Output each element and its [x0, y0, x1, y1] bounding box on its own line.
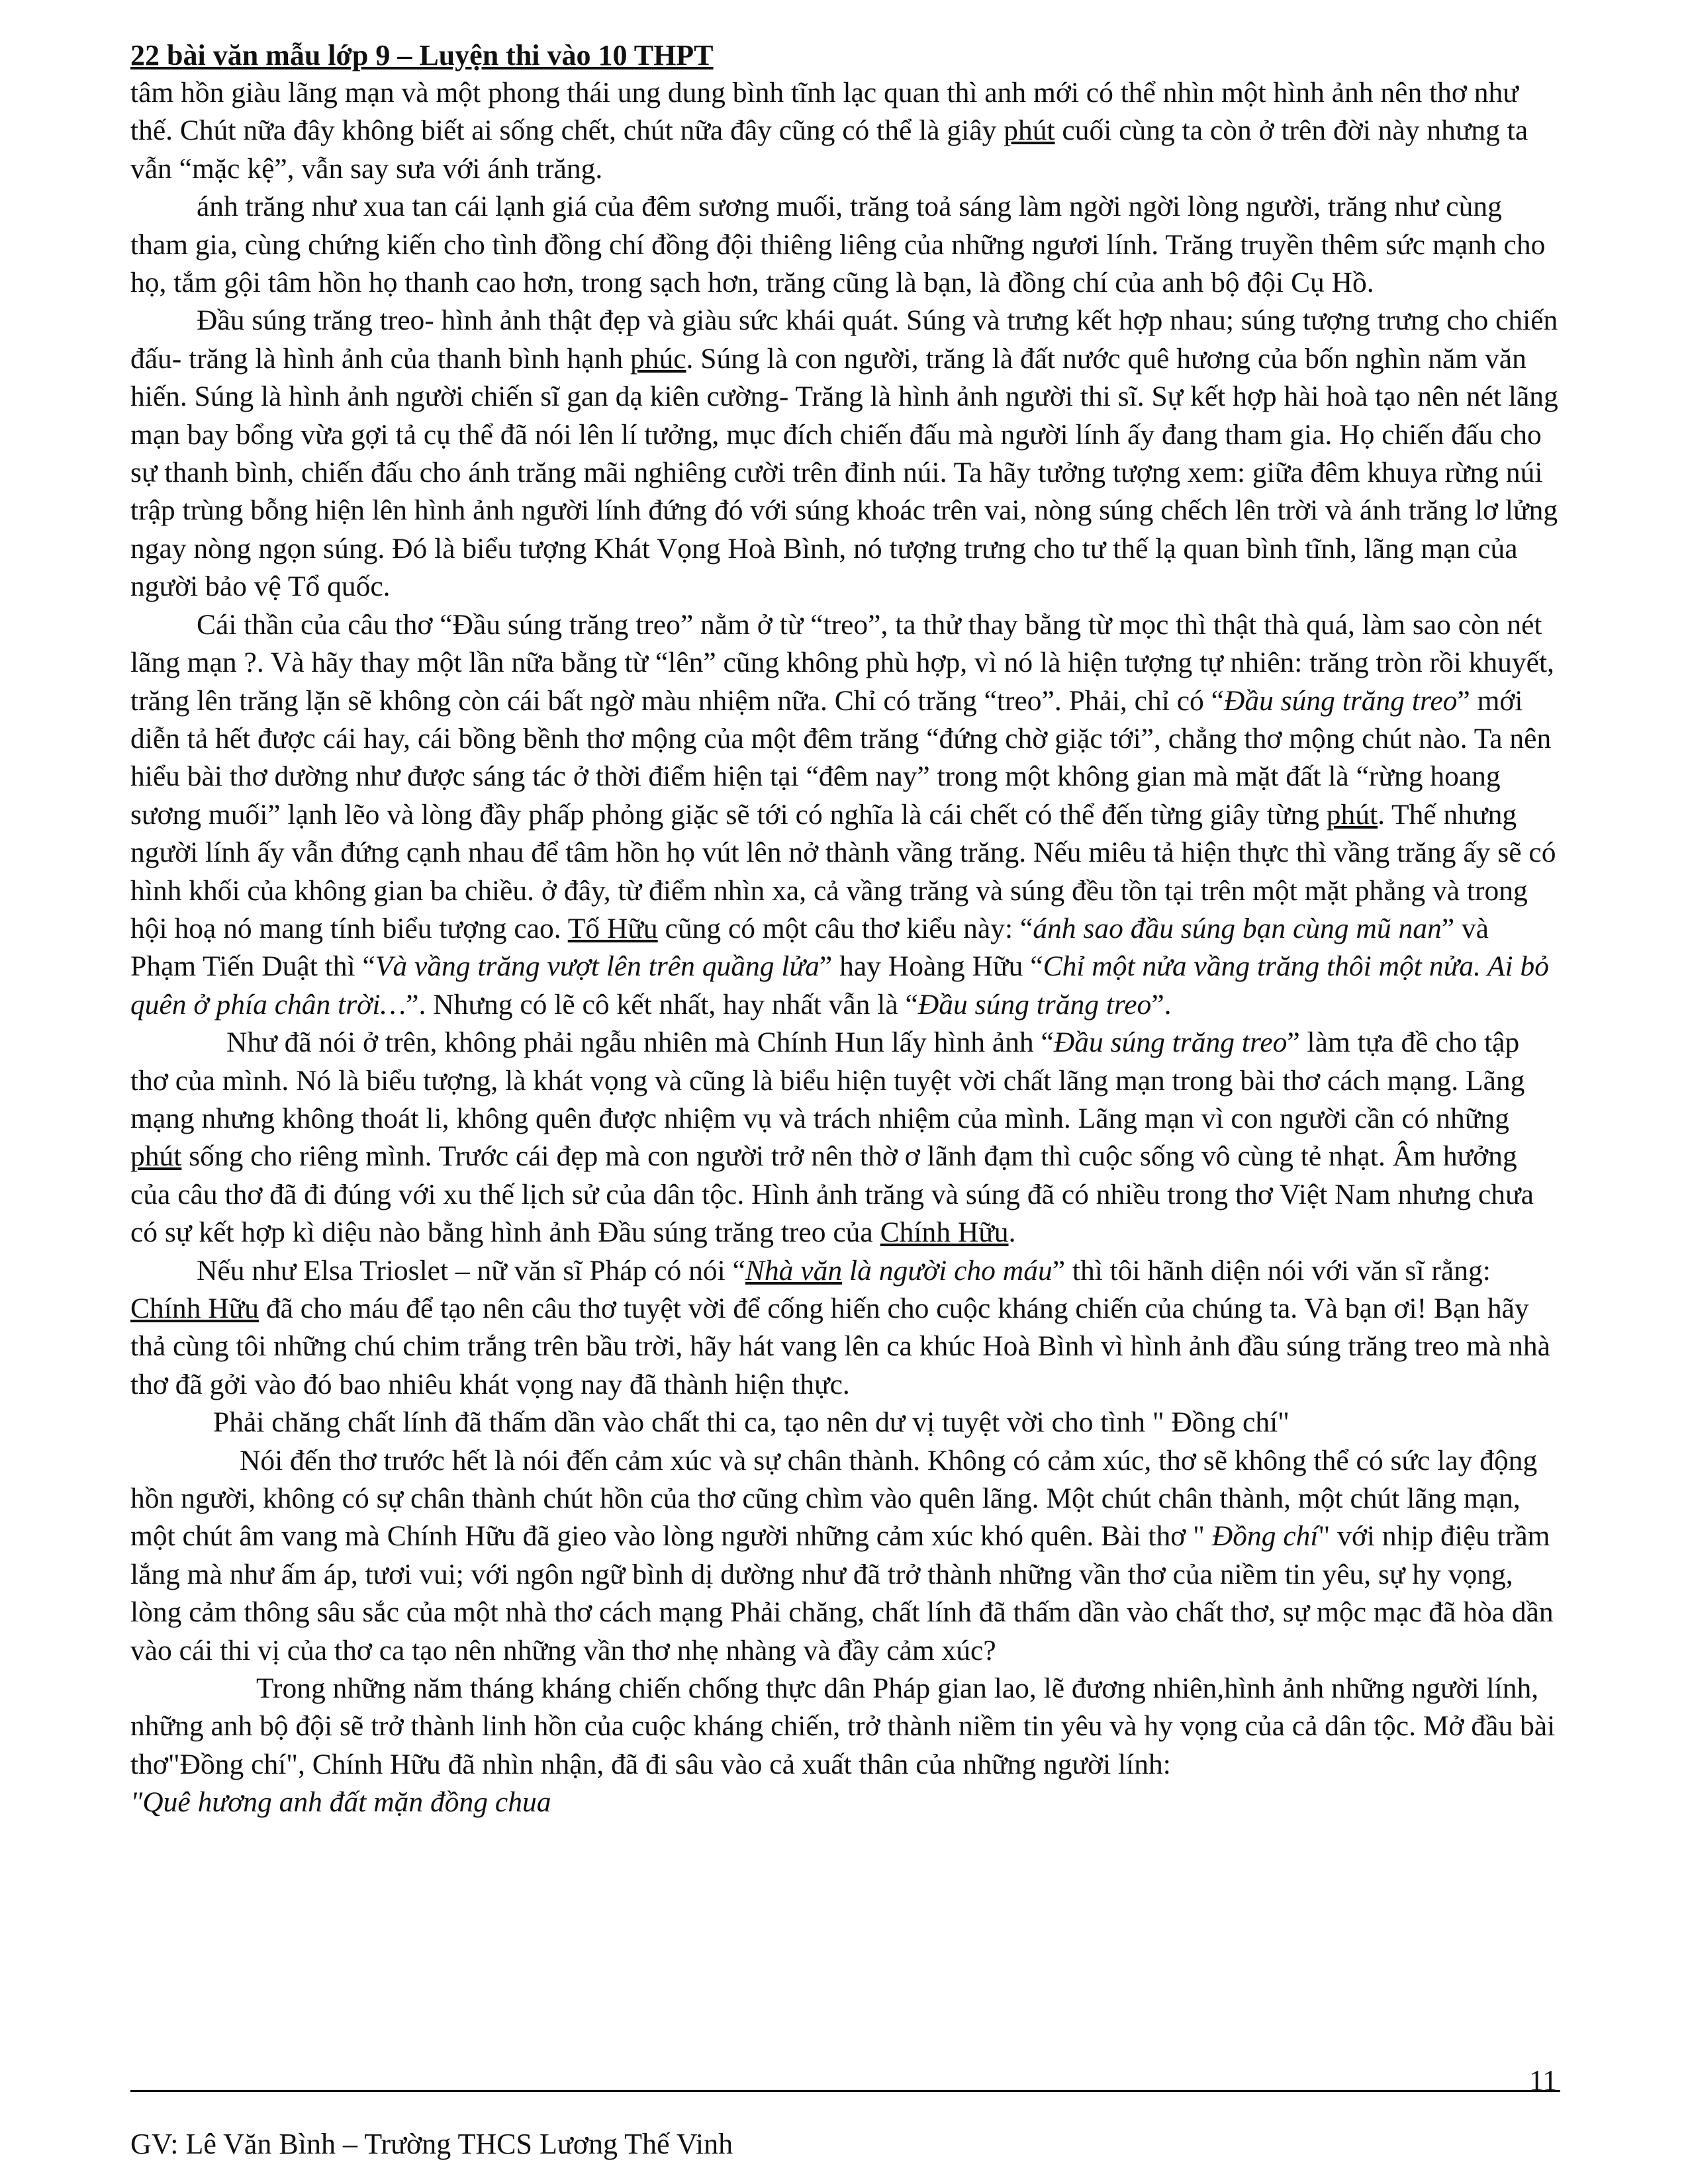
footer-divider — [130, 2090, 1560, 2092]
paragraph-text: tâm hồn giàu lãng mạn và một phong thái ung dung bình tĩnh lạc quan thì anh mới có thể nhìn một hình ảnh nên thơ như thế. Chút nữa đây không biết ai sống chết, chút nữa đây cũng có thể là giây — [130, 77, 1519, 147]
paragraph-text: cũng có một câu thơ kiểu này: “ — [657, 912, 1033, 944]
paragraph-text: ” làm tựa đề cho tập thơ của mình. Nó là biểu tượng, là khát vọng và cũng là biểu hiện tuyệt vời chất lãng mạn trong bài thơ cách mạng. Lãng mạng nhưng không thoát li, không quên được nhiệm vụ và trách nhiệm của mình. Lãng mạn vì con người cần có những — [130, 1026, 1525, 1134]
paragraph-text: Như đã nói ở trên, không phải ngẫu nhiên mà Chính Hun lấy hình ảnh “ — [226, 1026, 1054, 1059]
italic-quote: Đồng chí — [1211, 1520, 1319, 1553]
italic-quote-underlined[interactable] — [745, 1255, 842, 1287]
paragraph-8 — [130, 1442, 1560, 1670]
page-number: 11 — [1529, 2064, 1558, 2097]
underlined-word[interactable]: phúc — [630, 342, 686, 375]
paragraph-text: ”. Nhưng có lẽ cô kết nhất, hay nhất vẫn là “ — [406, 988, 918, 1021]
underlined-name[interactable]: Tố Hữu — [567, 912, 658, 944]
paragraph-text: Cái thần của câu thơ “Đầu súng trăng treo” nằm ở từ “treo”, ta thử thay bằng từ mọc thì thật thà quá, làm sao còn nét lãng mạn ?. Và hãy thay một lần nữa bằng từ “lên” cũng không phù hợp, vì nó là hiện tượng tự nhiên: trăng tròn rồi khuyết, trăng lên trăng lặn sẽ không còn cái bất ngờ màu nhiệm nữa. Chỉ có trăng “treo”. Phải, chỉ có “ — [130, 608, 1554, 717]
italic-quote: là người cho máu — [842, 1254, 1053, 1287]
paragraph-text: ”. — [1151, 988, 1172, 1021]
paragraph-text: . Súng là con người, trăng là đất nước quê hương của bốn nghìn năm văn hiến. Súng là hình ảnh người chiến sĩ gan dạ kiên cường- Trăng là hình ảnh người thi sĩ. Sự kết hợp hài hoà tạo nên nét lãng mạn bay bổng vừa gợi tả cụ thể đã nói lên lí tưởng, mục đích chiến đấu mà người lính ấy đang tham gia. Họ chiến đấu cho sự thanh bình, chiến đấu cho ánh trăng mãi nghiêng cười trên đỉnh núi. Ta hãy tưởng tượng xem: giữa đêm khuya rừng núi trập trùng bỗng hiện lên hình ảnh người lính đứng đó với súng khoác trên vai, nòng súng chếch lên trời và ánh trăng lơ lửng ngay nòng ngọn súng. Đó là biểu tượng Khát Vọng Hoà Bình, nó tượng trưng cho tư thế lạ quan bình tĩnh, lãng mạn của người bảo vệ Tổ quốc. — [130, 342, 1558, 603]
paragraph-5 — [130, 1024, 1560, 1251]
paragraph-text: Nói đến thơ trước hết là nói đến cảm xúc và sự chân thành. Không có cảm xúc, thơ sẽ không thể có sức lay động hồn người, không có sự chân thành chút hồn của thơ cũng chìm vào quên lãng. Một chút chân thành, một chút lãng mạn, một chút âm vang mà Chính Hữu đã gieo vào lòng người những cảm xúc khó quên. Bài thơ " — [130, 1444, 1538, 1553]
paragraph-text: sống cho riêng mình. Trước cái đẹp mà con người trở nên thờ ơ lãnh đạm thì cuộc sống vô cùng tẻ nhạt. Âm hưởng của câu thơ đã đi đúng với xu thế lịch sử của dân tộc. Hình ảnh trăng và súng đã có nhiều trong thơ Việt Nam nhưng chưa có sự kết hợp kì diệu nào bằng hình ảnh Đầu súng trăng treo của — [130, 1140, 1534, 1249]
underlined-name[interactable]: Chính Hữu — [880, 1216, 1009, 1249]
paragraph-text: ” thì tôi hãnh diện nói với văn sĩ rằng: — [1052, 1254, 1491, 1287]
paragraph-text: " với nhịp điệu trầm lắng mà như ấm áp, tươi vui; với ngôn ngữ bình dị dường như đã trở thành những vần thơ của niềm tin yêu, sự hy vọng, lòng cảm thông sâu sắc của một nhà thơ cách mạng Phải chăng, chất lính đã thấm dần vào chất thơ, sự mộc mạc đã hòa dần vào cái thi vị của thơ ca tạo nên những vần thơ nhẹ nhàng và đầy cảm xúc? — [130, 1520, 1554, 1666]
italic-quote: ánh sao đầu súng bạn cùng mũ nan — [1033, 912, 1442, 944]
paragraph-text: đã cho máu để tạo nên câu thơ tuyệt vời để cống hiến cho cuộc kháng chiến của chúng ta. Và bạn ơi! Bạn hãy thả cùng tôi những chú chim trắng trên bầu trời, hãy hát vang lên ca khúc Hoà Bình vì hình ảnh đầu súng trăng treo mà nhà thơ đã gởi vào đó bao nhiêu khát vọng nay đã thành hiện thực. — [130, 1293, 1550, 1400]
italic-quote: Và vầng trăng vượt lên trên quầng lửa — [375, 950, 820, 983]
paragraph-text: ” và Phạm Tiến Duật thì “ — [130, 912, 1489, 983]
underlined-phrase[interactable]: Nhà văn — [745, 1254, 843, 1287]
italic-quote: Chỉ một nửa vầng trăng thôi một nửa. Ai bỏ quên ở phía chân trời… — [130, 950, 1549, 1021]
paragraph-text: Nếu như Elsa Trioslet – nữ văn sĩ Pháp có nói “ — [197, 1254, 745, 1287]
footer-text: GV: Lê Văn Bình – Trường THCS Lương Thế Vinh — [130, 2128, 733, 2160]
paragraph-4 — [130, 606, 1560, 1024]
italic-quote: Đầu súng trăng treo — [1053, 1026, 1288, 1059]
paragraph-6 — [130, 1252, 1560, 1404]
paragraph-text: cuối cùng ta còn ở trên đời này nhưng ta vẫn “mặc kệ”, vẫn say sưa với ánh trăng. — [130, 114, 1528, 185]
paragraph-text: Đầu súng trăng treo- hình ảnh thật đẹp và giàu sức khái quát. Súng và trưng kết hợp nhau; súng tượng trưng cho chiến đấu- trăng là hình ảnh của thanh bình hạnh — [130, 304, 1558, 375]
page-header-title: 22 bài văn mẫu lớp 9 – Luyện thi vào 10 THPT — [130, 39, 714, 71]
italic-quote: Đầu súng trăng treo — [917, 988, 1152, 1021]
paragraph-3 — [130, 302, 1560, 606]
underlined-name[interactable]: Chính Hữu — [130, 1293, 259, 1324]
poem-quote-text: "Quê hương anh đất mặn đồng chua — [130, 1786, 551, 1819]
underlined-word[interactable]: phút — [130, 1140, 182, 1173]
poem-quote-line — [130, 1784, 1560, 1821]
underlined-word[interactable]: phút — [1004, 114, 1055, 147]
paragraph-1 — [130, 74, 1560, 188]
paragraph-9: Trong những năm tháng kháng chiến chống thực dân Pháp gian lao, lẽ đương nhiên,hình ảnh những người lính, những anh bộ đội sẽ trở thành linh hồn của cuộc kháng chiến, trở thành niềm tin yêu và hy vọng của cả dân tộc. Mở đầu bài thơ"Đồng chí", Chính Hữu đã nhìn nhận, đã đi sâu vào cả xuất thân của những người lính: — [130, 1672, 1556, 1780]
paragraph-text: . — [1008, 1216, 1016, 1249]
underlined-word[interactable]: phút — [1326, 798, 1378, 831]
paragraph-text: . Thế nhưng người lính ấy vẫn đứng cạnh nhau để tâm hồn họ vút lên nở thành vầng trăng. Nếu miêu tả hiện thực thì vầng trăng ấy sẽ có hình khối của không gian ba chiều. ở đây, từ điểm nhìn xa, cả vầng trăng và súng đều tồn tại trên một mặt phẳng và trong hội hoạ nó mang tính biểu tượng cao. — [130, 798, 1556, 944]
italic-quote: Đầu súng trăng treo — [1223, 684, 1458, 717]
document-body — [130, 74, 1560, 1822]
paragraph-text: ” mới diễn tả hết được cái hay, cái bồng bềnh thơ mộng của một đêm trăng “đứng chờ giặc tới”, chẳng thơ mộng chút nào. Ta nên hiểu bài thơ dường như được sáng tác ở thời điểm hiện tại “đêm nay” trong một không gian mà mặt đất là “rừng hoang sương muối” lạnh lẽo và lòng đầy phấp phỏng giặc sẽ tới có nghĩa là cái chết có thể đến từng giây từng — [130, 684, 1552, 831]
paragraph-text: ” hay Hoàng Hữu “ — [819, 950, 1043, 983]
paragraph-2: ánh trăng như xua tan cái lạnh giá của đêm sương muối, trăng toả sáng làm ngời ngời lòng người, trăng như cùng tham gia, cùng chứng kiến cho tình đồng chí đồng đội thiêng liêng của những ngươi lính. Trăng truyền thêm sức mạnh cho họ, tắm gội tâm hồn họ thanh cao hơn, trong sạch hơn, trăng cũng là bạn, là đồng chí của anh bộ đội Cụ Hồ. — [130, 191, 1546, 299]
paragraph-7: Phải chăng chất lính đã thấm dần vào chất thi ca, tạo nên dư vị tuyệt vời cho tình " Đồng chí" — [213, 1406, 1289, 1439]
